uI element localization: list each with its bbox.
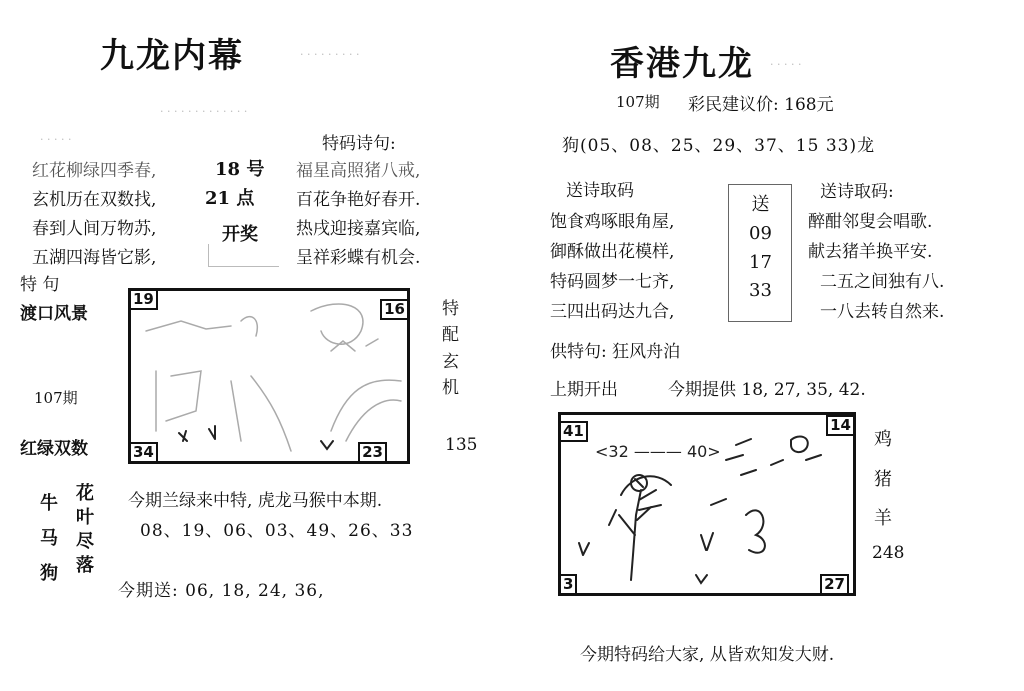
- poem-line: 饱食鸡啄眼角屋,: [550, 212, 675, 232]
- left-side-chars: [442, 296, 459, 401]
- left-sketch: [131, 291, 407, 461]
- animal-char: 落: [76, 554, 94, 576]
- corner-number: 27: [820, 574, 849, 595]
- hint-frame: [208, 244, 279, 267]
- side-char: 配: [442, 325, 459, 346]
- poem-line: 一八去转自然来.: [820, 302, 945, 322]
- corner-number: 14: [826, 415, 855, 436]
- right-side-chars: [874, 420, 892, 539]
- left-line1: 今期兰绿来中特, 虎龙马猴中本期.: [128, 491, 383, 511]
- poem-line: 红花柳绿四季春,: [32, 161, 157, 181]
- side-char: 猪: [874, 468, 892, 490]
- send-number: 33: [749, 280, 772, 302]
- faint-text: · · · · ·: [40, 133, 72, 146]
- du-kou-label: 渡口风景: [20, 304, 88, 324]
- animals-col1: [40, 486, 58, 591]
- poem-line: 春到人间万物苏,: [32, 219, 157, 239]
- te-ju-label: 特 句: [20, 275, 60, 295]
- right-period: 107期: [616, 93, 660, 111]
- last-open-label: 上期开出: [550, 380, 618, 400]
- animal-char: 狗: [40, 563, 58, 585]
- poem-line: 玄机历在双数找,: [32, 190, 157, 210]
- poem-line: 醉酣邻叟会唱歌.: [808, 212, 933, 232]
- animal-char: 牛: [40, 493, 58, 514]
- corner-number: 41: [559, 421, 588, 442]
- hint-point: 21 点: [205, 188, 255, 209]
- poem-line: 呈祥彩蝶有机会.: [296, 248, 421, 268]
- price-label: 彩民建议价: 168元: [688, 95, 834, 115]
- left-picture: [128, 288, 410, 464]
- side-char: 特: [442, 299, 459, 319]
- corner-number: 16: [380, 299, 409, 320]
- side-char: 玄: [442, 351, 459, 372]
- right-title: 香港九龙: [610, 44, 754, 84]
- animals-col2: [76, 482, 94, 578]
- poem-line: 福星高照猪八戒,: [296, 161, 421, 181]
- corner-number: 23: [358, 442, 387, 463]
- side-char: 鸡: [874, 429, 892, 450]
- poem-line: 百花争艳好春开.: [296, 190, 421, 210]
- song-shi-right: 送诗取码:: [820, 182, 894, 202]
- corner-number: 34: [129, 442, 158, 463]
- animal-char: 叶: [76, 506, 94, 528]
- corner-number: 3: [559, 574, 577, 595]
- left-period: 107期: [34, 389, 78, 407]
- poem-line: 二五之间独有八.: [820, 272, 945, 292]
- faint-text: · · · · · · · · · · · · ·: [160, 105, 248, 118]
- dog-line: 狗(05、08、25、29、37、15 33)龙: [562, 136, 876, 156]
- left-title: 九龙内幕: [100, 36, 244, 76]
- poem-line: 御酥做出花模样,: [550, 242, 675, 262]
- animal-char: 马: [40, 528, 58, 550]
- corner-number: 19: [129, 289, 158, 310]
- poem-heading: 特码诗句:: [322, 134, 396, 154]
- send-char: 送: [751, 194, 770, 215]
- svg-text:<32 ——— 40>: <32 ——— 40>: [595, 442, 721, 461]
- animal-char: 尽: [76, 530, 94, 552]
- faint-text: · · · · · · · · ·: [300, 48, 360, 61]
- right-picture: [558, 412, 856, 596]
- gong-te-line: 供特句: 狂风舟泊: [550, 342, 681, 362]
- side-char: 机: [442, 378, 459, 399]
- right-sketch: [561, 415, 853, 593]
- hong-lv-label: 红绿双数: [20, 439, 88, 459]
- left-side-number: 135: [445, 435, 478, 455]
- send-line: 今期送: 06, 18, 24, 36,: [118, 581, 325, 601]
- animal-char: 花: [76, 483, 94, 504]
- poem-line: 三四出码达九合,: [550, 302, 675, 322]
- side-char: 羊: [874, 508, 892, 530]
- send-box: [728, 184, 792, 322]
- footer-line: 今期特码给大家, 从皆欢知发大财.: [580, 645, 835, 665]
- song-shi-left: 送诗取码: [566, 181, 634, 201]
- provide-line: 今期提供 18, 27, 35, 42.: [668, 380, 866, 400]
- poem-line: 热戌迎接嘉宾临,: [296, 219, 421, 239]
- hint-number: 18 号: [215, 159, 265, 180]
- hint-draw: 开奖: [222, 224, 258, 245]
- poem-line: 五湖四海皆它影,: [32, 248, 157, 268]
- poem-line: 特码圆梦一七齐,: [550, 272, 675, 292]
- send-number: 17: [749, 251, 772, 273]
- left-line2: 08、19、06、03、49、26、33: [140, 521, 414, 541]
- send-number: 09: [749, 222, 772, 244]
- faint-text: · · · · ·: [770, 58, 802, 71]
- right-side-number: 248: [872, 543, 905, 563]
- poem-line: 献去猪羊换平安.: [808, 242, 933, 262]
